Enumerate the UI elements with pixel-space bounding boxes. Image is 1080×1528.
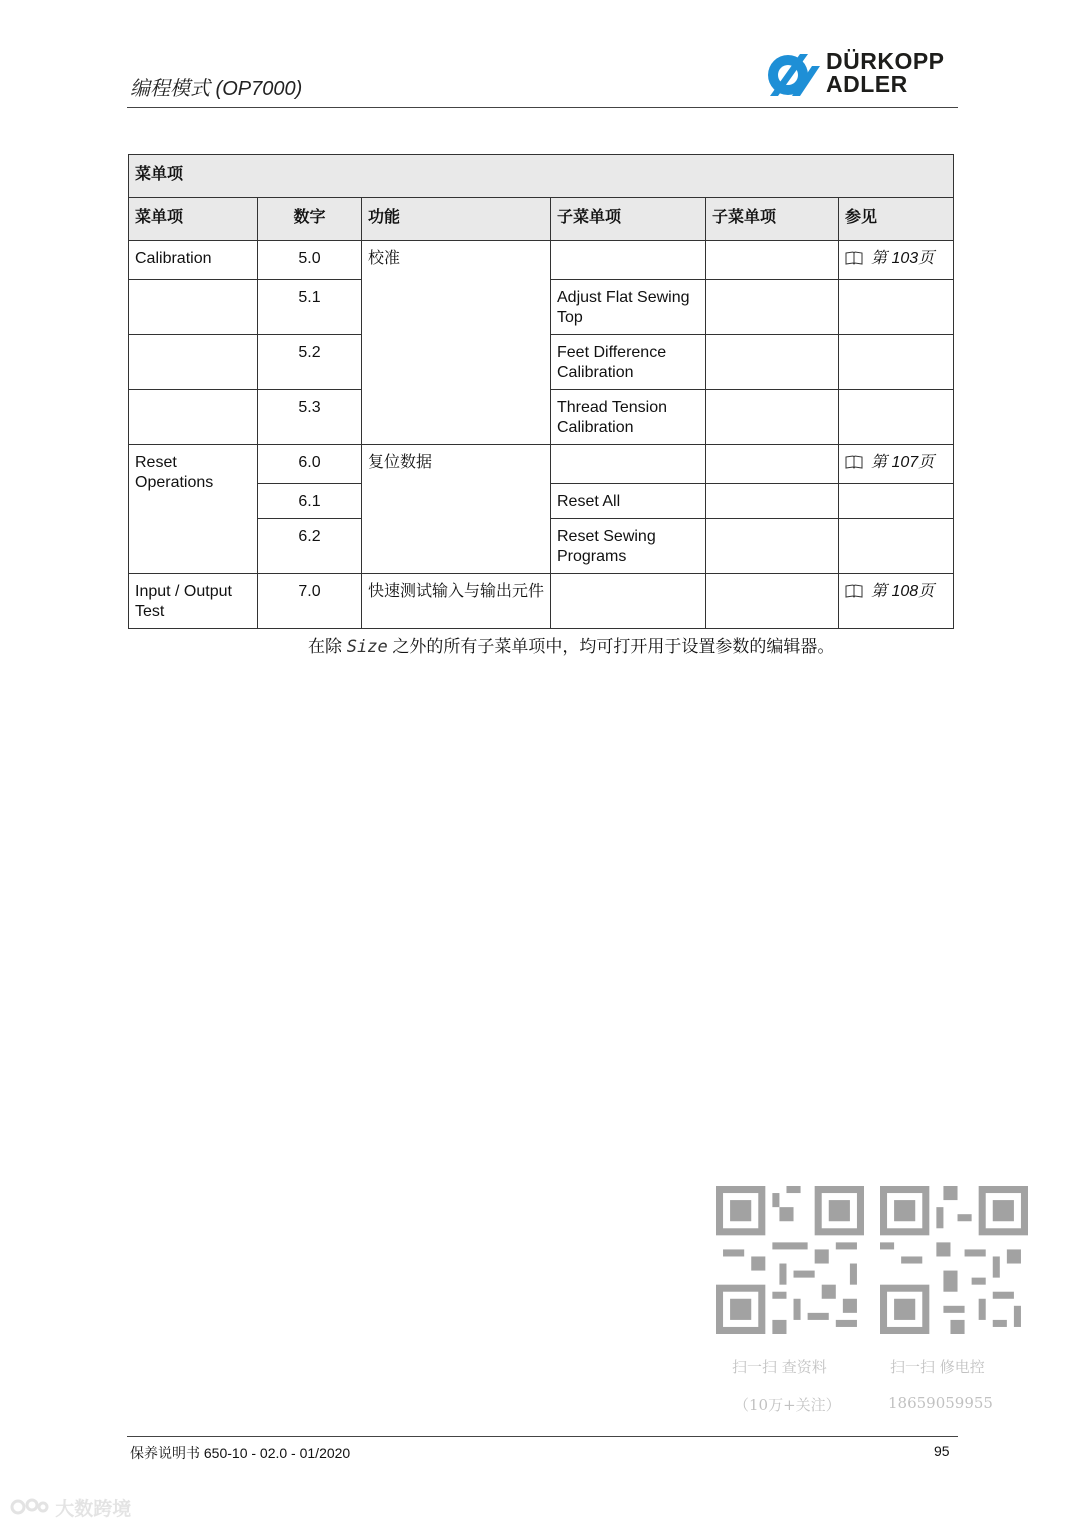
menu-item-cell: Calibration xyxy=(129,241,258,280)
submenu-cell: Thread Tension Calibration xyxy=(551,390,706,445)
qr-left-caption-2: （10万+关注） xyxy=(734,1396,841,1414)
footer-manual-info: 保养说明书 650-10 - 02.0 - 01/2020 xyxy=(130,1445,351,1461)
qr-right-caption-1: 扫一扫 修电控 xyxy=(890,1358,985,1376)
function-cell: 校准 xyxy=(362,241,551,445)
column-header: 功能 xyxy=(362,198,551,241)
menu-item-cell xyxy=(129,280,258,335)
qr-right-caption-2: 18659059955 xyxy=(888,1394,993,1412)
see-reference-cell xyxy=(839,390,954,445)
function-cell: 复位数据 xyxy=(362,445,551,574)
number-cell: 6.2 xyxy=(258,519,362,574)
submenu2-cell xyxy=(706,390,839,445)
number-cell: 5.2 xyxy=(258,335,362,390)
table-header-row xyxy=(129,198,954,241)
see-reference-text: 第 107页 xyxy=(871,454,935,471)
book-icon xyxy=(845,251,863,265)
menu-item-cell: Reset Operations xyxy=(129,445,258,574)
submenu-cell: Reset Sewing Programs xyxy=(551,519,706,574)
submenu-cell: Feet Difference Calibration xyxy=(551,335,706,390)
logo-line-durkopp: DÜRKOPP xyxy=(826,48,945,74)
header-divider xyxy=(127,107,958,108)
watermark xyxy=(10,1494,131,1521)
qr-code-area xyxy=(716,1186,1028,1426)
watermark-text: 大数跨境 xyxy=(55,1499,132,1520)
number-cell: 5.3 xyxy=(258,390,362,445)
note-suffix: 之外的所有子菜单项中，均可打开用于设置参数的编辑器。 xyxy=(387,637,835,656)
submenu2-cell xyxy=(706,445,839,484)
column-header: 子菜单项 xyxy=(706,198,839,241)
submenu2-cell xyxy=(706,280,839,335)
submenu-cell xyxy=(551,241,706,280)
book-icon xyxy=(845,455,863,469)
logo-mark-icon xyxy=(762,50,822,100)
footer-divider xyxy=(127,1436,958,1437)
column-header: 子菜单项 xyxy=(551,198,706,241)
see-reference-cell xyxy=(839,484,954,519)
logo-wordmark xyxy=(826,50,945,96)
submenu-cell: Reset All xyxy=(551,484,706,519)
submenu-cell xyxy=(551,445,706,484)
number-cell: 6.1 xyxy=(258,484,362,519)
number-cell: 6.0 xyxy=(258,445,362,484)
table-row xyxy=(129,241,954,280)
see-reference-cell xyxy=(839,335,954,390)
number-cell: 7.0 xyxy=(258,574,362,629)
column-header: 菜单项 xyxy=(129,198,258,241)
see-reference-cell xyxy=(839,280,954,335)
page-number: 95 xyxy=(934,1443,950,1459)
submenu2-cell xyxy=(706,574,839,629)
note-prefix: 在除 xyxy=(308,637,347,656)
note-code-size: Size xyxy=(346,637,388,657)
see-reference-cell xyxy=(839,241,954,280)
qr-code-icon xyxy=(880,1186,1028,1334)
menu-table xyxy=(128,154,954,629)
see-reference-cell xyxy=(839,519,954,574)
table-row xyxy=(129,445,954,484)
submenu2-cell xyxy=(706,241,839,280)
submenu2-cell xyxy=(706,484,839,519)
durkopp-adler-logo xyxy=(762,50,962,100)
number-cell: 5.0 xyxy=(258,241,362,280)
page-header-title: 编程模式 (OP7000) xyxy=(130,78,303,100)
table-title-row xyxy=(129,155,954,198)
book-icon xyxy=(845,584,863,598)
column-header: 数字 xyxy=(258,198,362,241)
menu-item-cell: Input / Output Test xyxy=(129,574,258,629)
column-header: 参见 xyxy=(839,198,954,241)
watermark-logo-icon xyxy=(10,1496,50,1518)
menu-item-cell xyxy=(129,390,258,445)
table-row xyxy=(129,574,954,629)
submenu2-cell xyxy=(706,519,839,574)
qr-code-icon xyxy=(716,1186,864,1334)
qr-left-caption-1: 扫一扫 查资料 xyxy=(732,1358,827,1376)
editor-note xyxy=(308,632,834,657)
menu-item-cell xyxy=(129,335,258,390)
see-reference-text: 第 108页 xyxy=(871,583,935,600)
see-reference-text: 第 103页 xyxy=(871,250,935,267)
submenu2-cell xyxy=(706,335,839,390)
see-reference-cell xyxy=(839,574,954,629)
function-cell: 快速测试输入与输出元件 xyxy=(362,574,551,629)
number-cell: 5.1 xyxy=(258,280,362,335)
table-title: 菜单项 xyxy=(129,155,954,198)
logo-line-adler: ADLER xyxy=(826,71,908,97)
see-reference-cell xyxy=(839,445,954,484)
submenu-cell: Adjust Flat Sewing Top xyxy=(551,280,706,335)
submenu-cell xyxy=(551,574,706,629)
